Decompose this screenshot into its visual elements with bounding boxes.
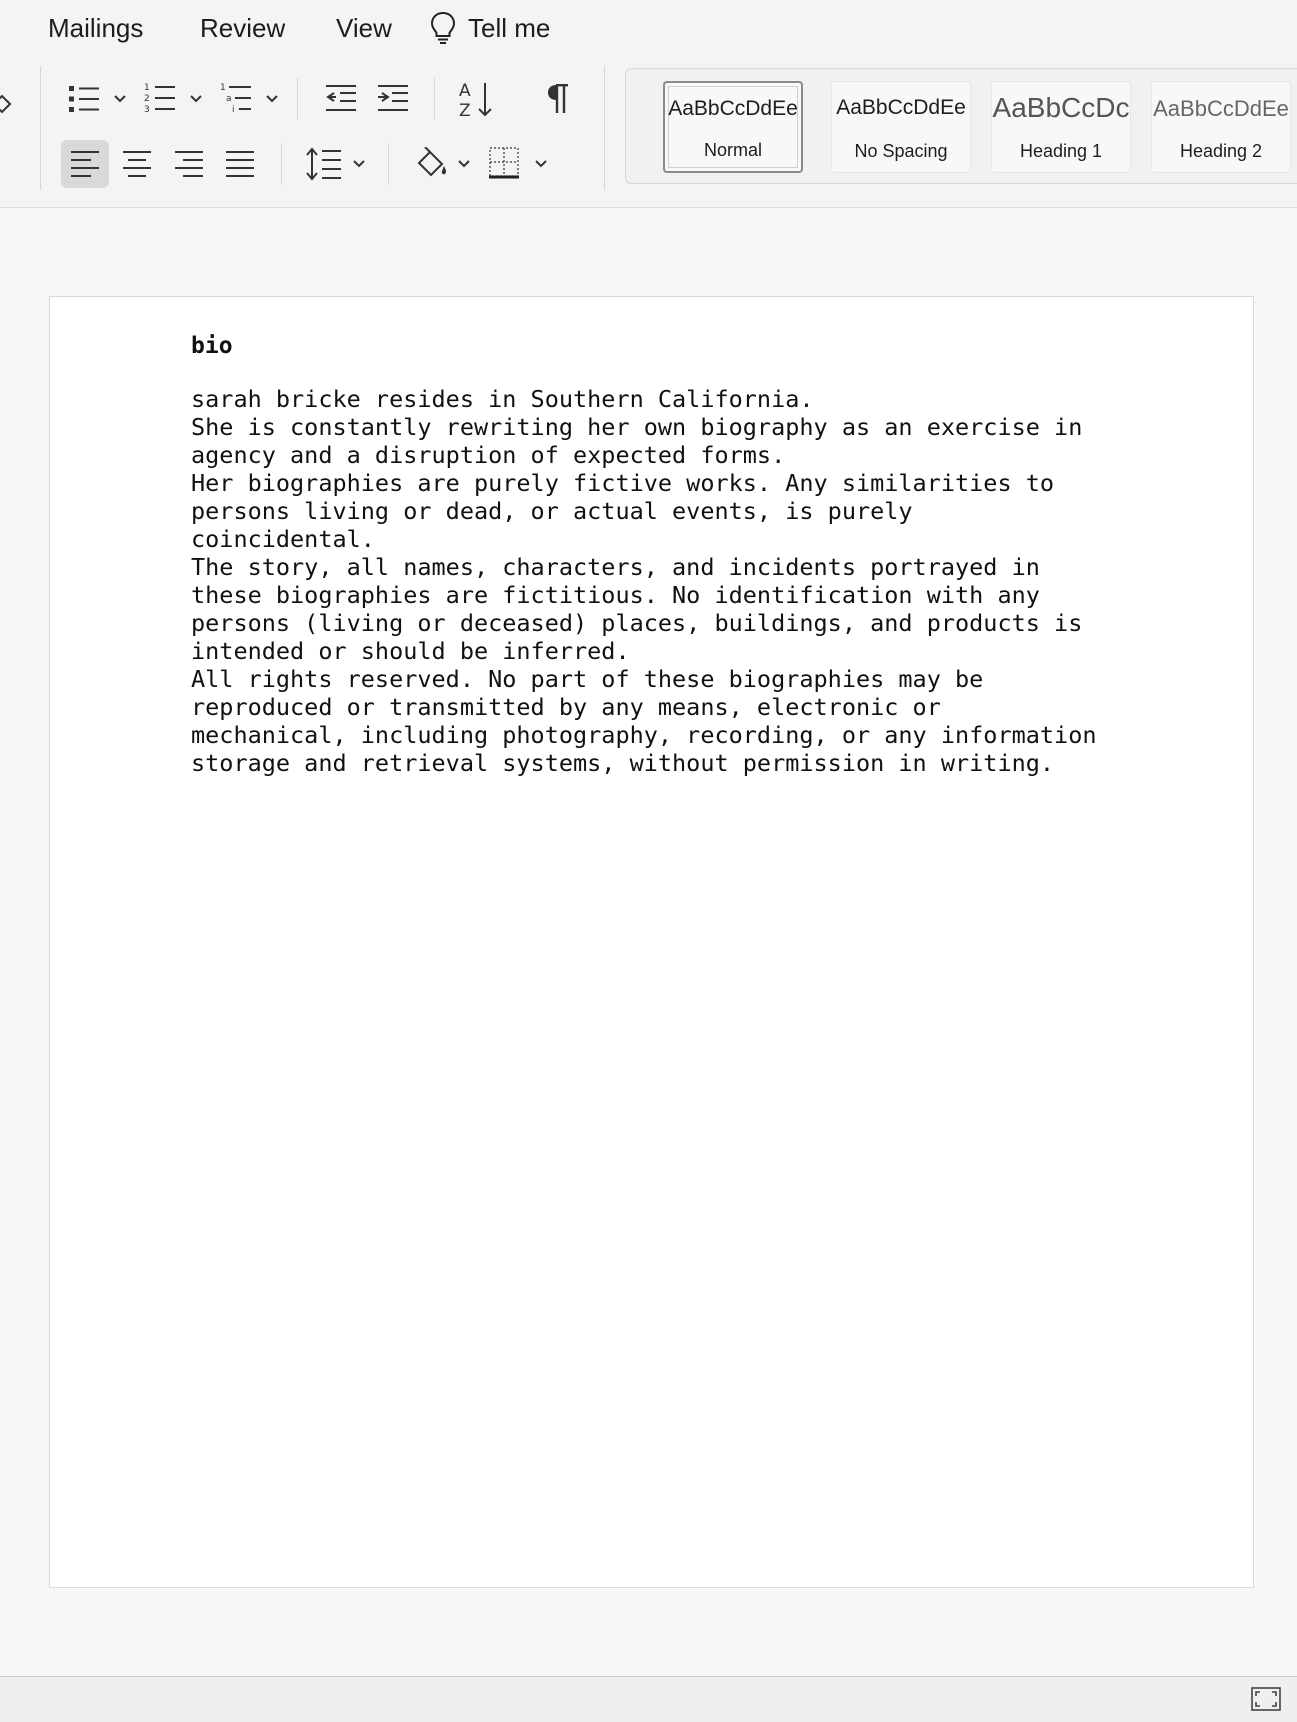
document-page[interactable] <box>49 296 1254 1588</box>
focus-mode-icon <box>1251 1687 1281 1711</box>
text-line: agency and a disruption of expected forms. <box>191 441 786 469</box>
svg-text:2: 2 <box>144 94 150 104</box>
style-preview: AaBbCcDdEe <box>836 96 966 119</box>
style-preview: AaBbCcDc <box>992 92 1130 123</box>
style-name: Heading 1 <box>1019 141 1103 161</box>
svg-text:Z: Z <box>459 101 471 119</box>
align-right-button[interactable] <box>171 146 207 182</box>
tab-review[interactable]: Review <box>200 13 286 43</box>
tab-mailings[interactable]: Mailings <box>48 13 144 43</box>
multilevel-list-button[interactable] <box>218 80 254 118</box>
line-spacing-button[interactable] <box>304 144 344 184</box>
multilevel-list-icon <box>219 81 253 117</box>
borders-button[interactable] <box>486 144 522 182</box>
align-left-icon <box>69 149 101 179</box>
style-no-spacing[interactable] <box>831 81 971 173</box>
chevron-down-icon[interactable] <box>457 159 471 169</box>
line-spacing-icon <box>305 146 343 182</box>
style-heading-2[interactable] <box>1151 81 1291 173</box>
style-name: No Spacing <box>854 141 948 161</box>
document-heading: bio <box>191 333 233 359</box>
increase-indent-icon <box>376 83 410 115</box>
justify-icon <box>224 149 256 179</box>
text-line: intended or should be inferred. <box>191 637 630 665</box>
styles-gallery <box>625 68 1297 184</box>
clear-formatting-icon[interactable] <box>0 92 14 116</box>
pilcrow-icon <box>545 83 571 115</box>
align-center-button[interactable] <box>119 146 155 182</box>
tell-me-search[interactable] <box>430 8 550 48</box>
svg-text:3: 3 <box>144 105 150 115</box>
tab-view[interactable]: View <box>336 13 392 43</box>
increase-indent-button[interactable] <box>375 80 411 118</box>
lightbulb-icon <box>430 11 456 45</box>
separator <box>281 143 282 185</box>
svg-text:A: A <box>459 81 471 101</box>
bullet-list-icon <box>67 82 101 116</box>
svg-text:a: a <box>226 94 232 104</box>
style-name: Heading 2 <box>1179 141 1263 161</box>
text-line: All rights reserved. No part of these biographies may be <box>191 665 984 693</box>
align-center-icon <box>121 149 153 179</box>
text-line: persons living or dead, or actual events, is purely <box>191 497 913 525</box>
text-line: persons (living or deceased) places, buildings, and products is <box>191 609 1083 637</box>
chevron-down-icon[interactable] <box>189 94 203 104</box>
svg-text:i: i <box>232 105 235 115</box>
chevron-down-icon[interactable] <box>113 94 127 104</box>
sort-button[interactable] <box>456 78 496 120</box>
ribbon <box>0 0 1297 208</box>
decrease-indent-button[interactable] <box>323 80 359 118</box>
text-line: reproduced or transmitted by any means, electronic or <box>191 693 941 721</box>
numbered-list-icon <box>143 81 177 117</box>
show-formatting-marks-button[interactable] <box>543 80 573 118</box>
group-separator <box>604 66 605 190</box>
chevron-down-icon[interactable] <box>265 94 279 104</box>
text-line: these biographies are fictitious. No identification with any <box>191 581 1040 609</box>
svg-text:1: 1 <box>144 83 150 93</box>
align-left-glyph <box>67 146 103 182</box>
style-normal[interactable] <box>663 81 803 173</box>
group-separator <box>40 66 41 190</box>
style-name: Normal <box>703 140 762 160</box>
justify-button[interactable] <box>222 146 258 182</box>
shading-bucket-icon <box>415 147 449 179</box>
style-preview: AaBbCcDdEe <box>668 97 798 120</box>
text-line: She is constantly rewriting her own biography as an exercise in <box>191 413 1083 441</box>
text-line: mechanical, including photography, recording, or any information <box>191 721 1097 749</box>
document-canvas[interactable] <box>0 209 1297 1676</box>
numbering-button[interactable] <box>142 80 178 118</box>
separator <box>434 78 435 120</box>
document-body[interactable] <box>191 385 1151 777</box>
separator <box>297 78 298 120</box>
borders-icon <box>488 146 520 180</box>
chevron-down-icon[interactable] <box>534 159 548 169</box>
svg-text:1: 1 <box>220 83 226 93</box>
shading-button[interactable] <box>412 144 452 182</box>
focus-mode-button[interactable] <box>1251 1687 1281 1716</box>
tell-me-label: Tell me <box>468 13 551 43</box>
chevron-down-icon[interactable] <box>352 159 366 169</box>
text-line: coincidental. <box>191 525 375 553</box>
text-line: The story, all names, characters, and incidents portrayed in <box>191 553 1040 581</box>
align-right-icon <box>173 149 205 179</box>
style-preview: AaBbCcDdEe <box>1153 96 1289 121</box>
bullets-button[interactable] <box>66 80 102 118</box>
text-line: sarah bricke resides in Southern California. <box>191 385 814 413</box>
text-line: Her biographies are purely fictive works. Any similarities to <box>191 469 1055 497</box>
style-heading-1[interactable] <box>991 81 1131 173</box>
text-line: storage and retrieval systems, without permission in writing. <box>191 749 1055 777</box>
separator <box>388 143 389 185</box>
decrease-indent-icon <box>324 83 358 115</box>
sort-az-icon <box>457 79 495 119</box>
status-bar <box>0 1676 1297 1722</box>
